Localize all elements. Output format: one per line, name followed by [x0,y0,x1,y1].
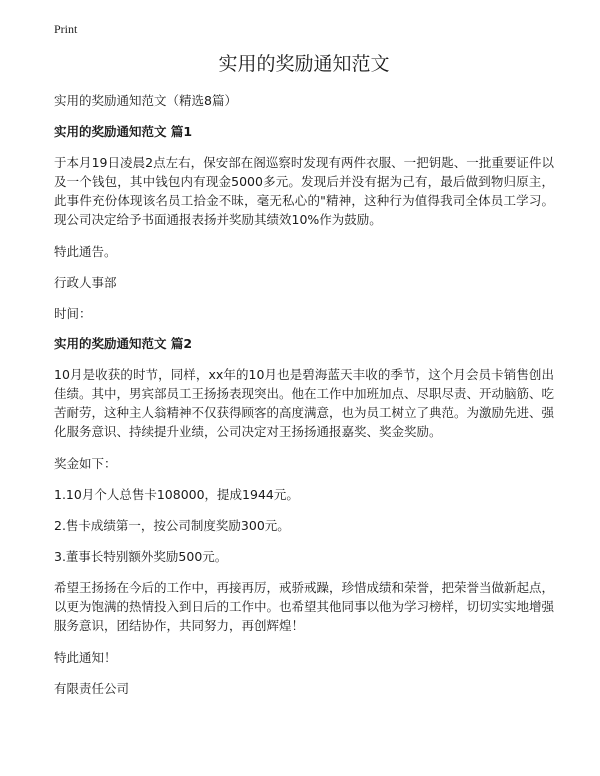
bonus-item: 2.售卡成绩第一，按公司制度奖励300元。 [54,518,290,533]
section-2-notice: 特此通知！ [54,650,117,665]
section-2-heading: 实用的奖励通知范文 篇2 [54,336,193,351]
section-1-notice: 特此通告。 [54,244,117,259]
print-link[interactable]: Print [54,22,78,36]
section-2-closing: 希望王扬扬在今后的工作中，再接再厉，戒骄戒躁，珍惜成绩和荣誉，把荣誉当做新起点，以更为饱满的热情投入到日后的工作中。也希望其他同事以他为学习榜样，切切实实地增强服务意识，团结协作，共同努力，再创辉煌！ [54,580,555,633]
section-1-dept: 行政人事部 [54,275,117,290]
document-title: 实用的奖励通知范文 [218,53,390,75]
section-2-body: 10月是收获的时节，同样，xx年的10月也是碧海蓝天丰收的季节，这个月会员卡销售创出佳绩。其中，男宾部员工王扬扬表现突出。他在工作中加班加点、尽职尽责、开动脑筋、吃苦耐劳，这种主人翁精神不仅获得顾客的高度满意，也为员工树立了典范。为激励先进、强化服务意识、持续提升业绩，公司决定对王扬扬通报嘉奖、奖金奖励。 [54,367,555,439]
document-subtitle: 实用的奖励通知范文（精选8篇） [54,93,237,108]
section-1-body: 于本月19日凌晨2点左右，保安部在阁巡察时发现有两件衣服、一把钥匙、一批重要证件以及一个钱包，其中钱包内有现金5000多元。发现后并没有据为己有，最后做到物归原主，此事件充份体现该名员工拾金不昧，毫无私心的"精神，这种行为值得我司全体员工学习。现公司决定给予书面通报表扬并奖励其绩效10%作为鼓励。 [54,155,554,227]
company-name: 有限责任公司 [54,681,130,696]
bonus-item: 1.10月个人总售卡108000，提成1944元。 [54,487,299,502]
section-1-heading: 实用的奖励通知范文 篇1 [54,124,193,139]
bonus-item: 3.董事长特别额外奖励500元。 [54,549,228,564]
bonus-label: 奖金如下： [54,456,117,471]
document-body [54,50,554,710]
section-1-time: 时间： [54,306,92,321]
